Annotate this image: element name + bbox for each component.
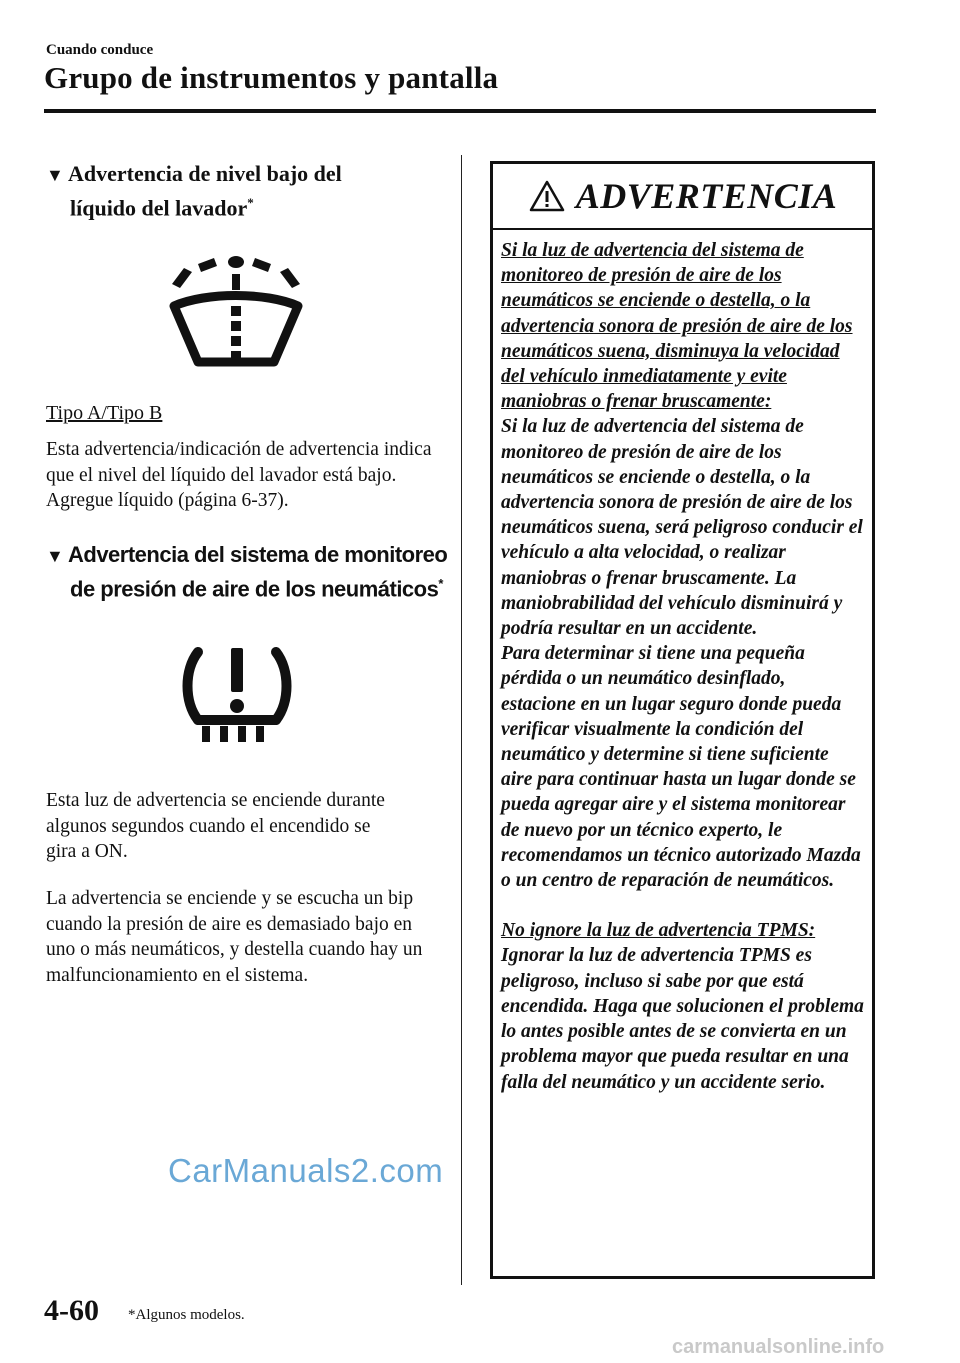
- footnote: *Algunos modelos.: [128, 1307, 245, 1323]
- warning-box: [490, 161, 875, 1279]
- section-label: Cuando conduce: [46, 42, 154, 58]
- warning-underlined-2: No ignore la luz de advertencia TPMS:: [501, 920, 816, 942]
- tpms-heading-line1: Advertencia del sistema de monitoreo: [68, 542, 448, 567]
- warning-paragraph-2: Para determinar si tiene una pequeña pérdida o un neumático desinflado, estacione en un lugar seguro donde pueda verificar visualmente la condición del neumático y determine si tiene suficiente aire para continuar hasta un lugar donde se pueda agregar aire y el sistema monitorear de nuevo por un técnico experto, le recomendamos un técnico autorizado Mazda o un centro de reparación de neumáticos.: [501, 643, 861, 892]
- warning-triangle-icon: [528, 179, 566, 213]
- title-rule: [44, 109, 876, 113]
- warning-body: [493, 230, 872, 1095]
- washer-description: Esta advertencia/indicación de advertencia indica que el nivel del líquido del lavador está bajo. Agregue líquido (página 6-37).: [46, 439, 432, 511]
- warning-paragraph-1: Si la luz de advertencia del sistema de monitoreo de presión de aire de los neumáticos se enciende o destella, o la advertencia sonora de presión de aire de los neumáticos suena, será peligroso conducir el vehículo a alta velocidad, o realizar maniobras o frenar bruscamente. La maniobrabilidad del vehículo disminuirá y podría resultar en un accidente.: [501, 416, 863, 640]
- washer-heading-line2: líquido del lavador: [70, 195, 248, 221]
- page-number: 4-60: [44, 1294, 99, 1327]
- washer-fluid-icon: [166, 254, 306, 370]
- tpms-heading: [46, 541, 447, 603]
- tpms-heading-line2: de presión de aire de los neumáticos: [70, 576, 439, 602]
- warning-paragraph-3: Ignorar la luz de advertencia TPMS es peligroso, incluso si sabe por que está encendida. Haga que solucionen el problema lo antes posible antes de se convierta en un problema mayor que pueda resultar en una falla del neumático y un accidente serio.: [501, 945, 864, 1093]
- page-title: Grupo de instrumentos y pantalla: [44, 60, 499, 95]
- footnote-star: *: [247, 195, 254, 210]
- column-divider: [461, 155, 462, 1285]
- washer-heading-line1: Advertencia de nivel bajo del: [68, 161, 342, 186]
- tpms-description-1: Esta luz de advertencia se enciende durante algunos segundos cuando el encendido se gira a ON.: [46, 790, 385, 862]
- tpms-description-2: La advertencia se enciende y se escucha un bip cuando la presión de aire es demasiado bajo en uno o más neumáticos, y destella cuando hay un malfuncionamiento en el sistema.: [46, 888, 423, 986]
- triangle-down-icon: ▼: [46, 165, 64, 185]
- watermark-carmanuals2: CarManuals2.com: [168, 1152, 444, 1189]
- washer-heading: [46, 160, 342, 222]
- footnote-star: *: [438, 576, 443, 591]
- warning-underlined-1: Si la luz de advertencia del sistema de monitoreo de presión de aire de los neumáticos se enciende o destella, o la advertencia sonora de presión de aire de los neumáticos suena, disminuya la velocidad del vehículo inmediatamente y evite maniobras o frenar bruscamente:: [501, 240, 853, 413]
- warning-header: [493, 164, 872, 230]
- type-subheading: Tipo A/Tipo B: [46, 402, 163, 424]
- triangle-down-icon: ▼: [46, 546, 64, 566]
- watermark-carmanualsonline: carmanualsonline.info: [672, 1336, 885, 1358]
- tire-pressure-warning-icon: [180, 640, 294, 744]
- warning-title: ADVERTENCIA: [575, 176, 838, 216]
